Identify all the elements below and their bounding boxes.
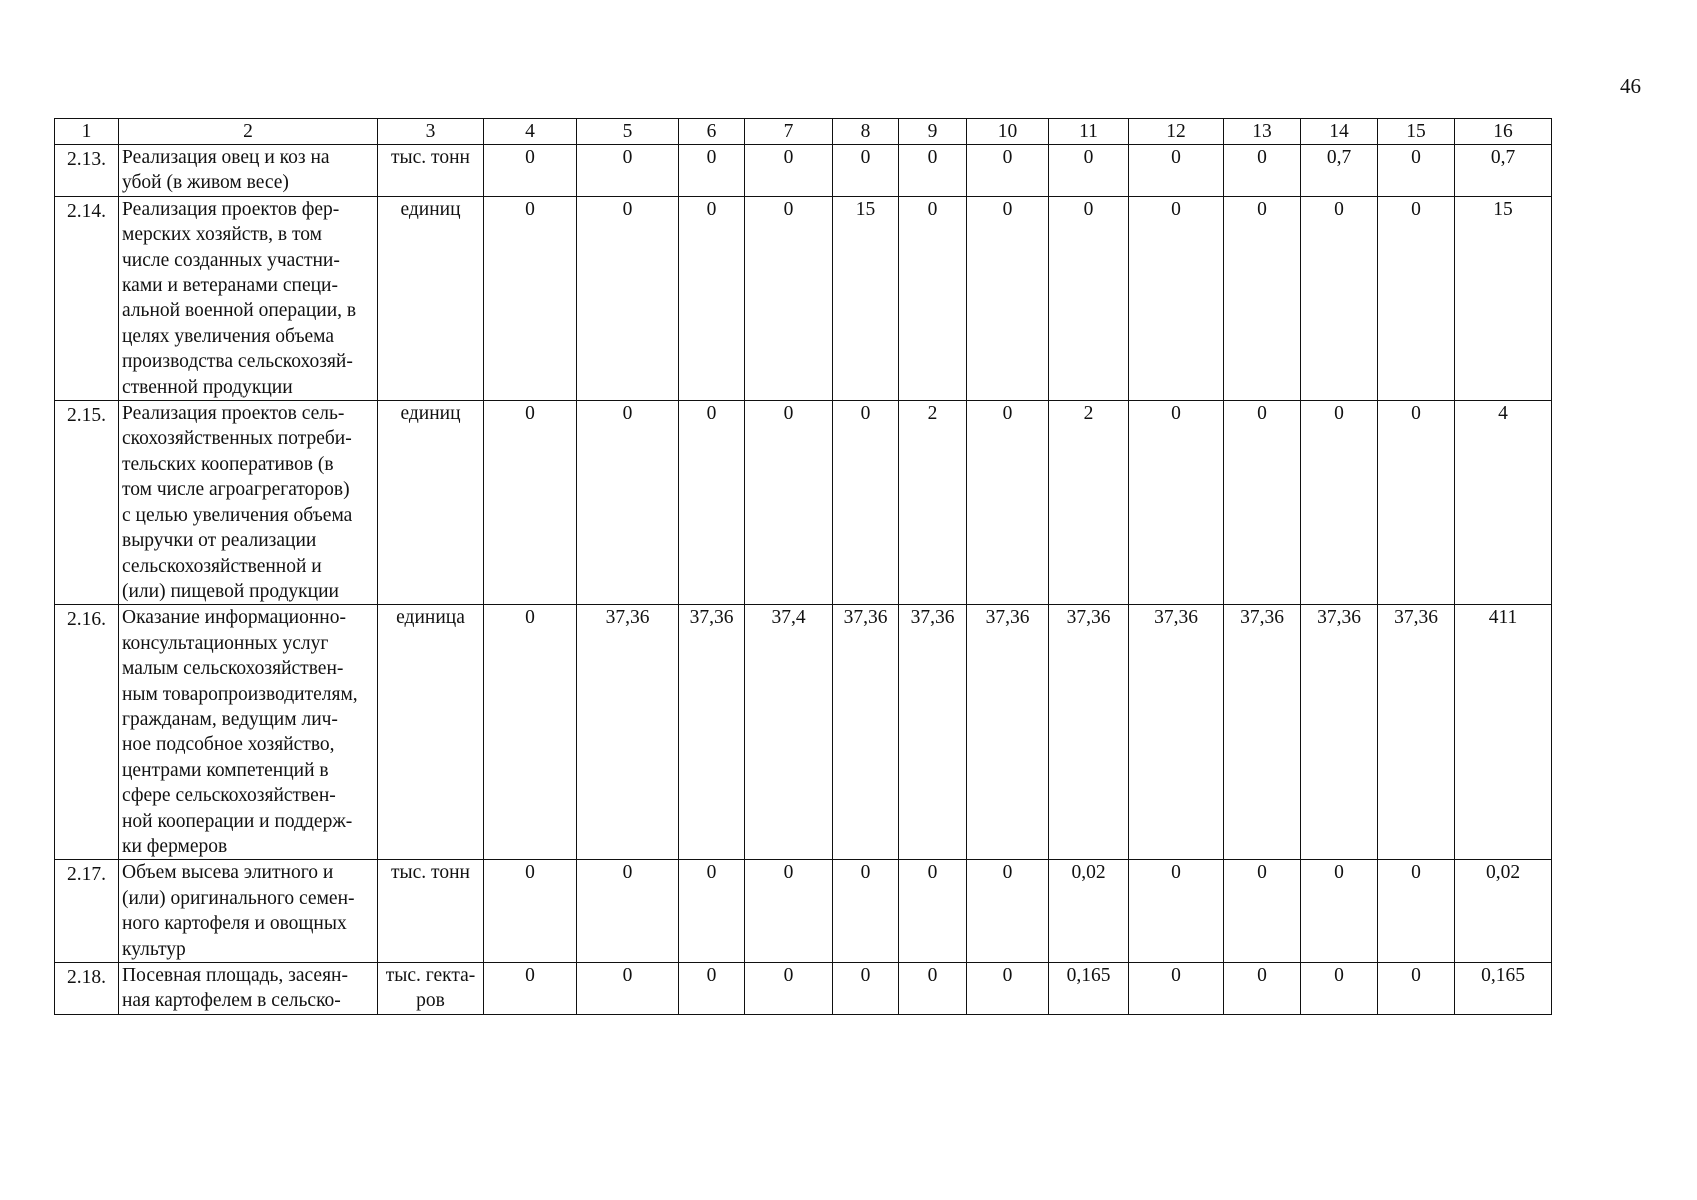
row-number: 2.15. <box>55 401 119 605</box>
row-description <box>119 605 378 860</box>
value-cell: 0 <box>1301 196 1378 400</box>
column-header: 1 <box>55 119 119 145</box>
column-header: 16 <box>1455 119 1552 145</box>
value-cell: 0 <box>1378 401 1455 605</box>
value-cell: 15 <box>1455 196 1552 400</box>
description-line: Посевная площадь, засеян- <box>122 965 348 986</box>
table-body <box>55 119 1552 1015</box>
value-cell: 0 <box>484 605 577 860</box>
value-cell: 0 <box>833 401 899 605</box>
description-line: мерских хозяйств, в том <box>122 224 322 246</box>
row-unit <box>378 401 484 605</box>
description-line: ной кооперации и поддерж- <box>122 810 353 832</box>
value-cell: 0 <box>1129 860 1224 963</box>
value-cell: 0 <box>577 860 679 963</box>
value-cell: 0 <box>679 860 745 963</box>
value-cell: 0 <box>1301 401 1378 605</box>
row-number: 2.16. <box>55 605 119 860</box>
description-line: Оказание информационно- <box>122 607 346 629</box>
value-cell: 0 <box>745 196 833 400</box>
value-cell: 0 <box>1378 860 1455 963</box>
description-line: ками и ветеранами специ- <box>122 275 338 297</box>
description-line: том числе агроагрегаторов) <box>122 479 350 501</box>
description-line: (или) оригинального семен- <box>122 887 355 909</box>
value-cell: 0,02 <box>1455 860 1552 963</box>
row-number: 2.17. <box>55 860 119 963</box>
value-cell: 0 <box>1378 963 1455 1015</box>
column-header: 10 <box>967 119 1049 145</box>
column-header: 11 <box>1049 119 1129 145</box>
description-line: ственной продукции <box>122 376 293 398</box>
row-unit <box>378 196 484 400</box>
description-line: выручки от реализации <box>122 530 317 552</box>
description-line: малым сельскохозяйствен- <box>122 658 344 680</box>
value-cell: 37,4 <box>745 605 833 860</box>
column-header: 13 <box>1224 119 1301 145</box>
value-cell: 0 <box>1049 145 1129 197</box>
table-row <box>55 196 1552 400</box>
value-cell: 0 <box>967 145 1049 197</box>
value-cell: 0 <box>1224 196 1301 400</box>
value-cell: 0,7 <box>1301 145 1378 197</box>
value-cell: 0 <box>1301 963 1378 1015</box>
unit-line: тыс. гекта- <box>385 965 476 986</box>
row-description <box>119 963 378 1015</box>
table-row <box>55 605 1552 860</box>
value-cell: 37,36 <box>833 605 899 860</box>
value-cell: 0 <box>484 196 577 400</box>
value-cell: 0,165 <box>1049 963 1129 1015</box>
page-number: 46 <box>1620 74 1641 98</box>
row-description <box>119 860 378 963</box>
column-header: 7 <box>745 119 833 145</box>
description-line: ного картофеля и овощных <box>122 913 347 935</box>
row-unit <box>378 963 484 1015</box>
value-cell: 0 <box>484 401 577 605</box>
unit-line: единица <box>396 607 465 629</box>
description-line: скохозяйственных потреби- <box>122 428 352 450</box>
value-cell: 0 <box>745 145 833 197</box>
description-line: гражданам, ведущим лич- <box>122 708 338 730</box>
description-line: центрами компетенций в <box>122 759 329 781</box>
column-header: 15 <box>1378 119 1455 145</box>
value-cell: 0 <box>1129 401 1224 605</box>
row-description <box>119 196 378 400</box>
description-line: ное подсобное хозяйство, <box>122 734 335 756</box>
description-line: тельских кооперативов (в <box>122 453 334 475</box>
unit-line: единиц <box>400 403 461 425</box>
description-line: сельскохозяйственной и <box>122 555 322 577</box>
table-row <box>55 963 1552 1015</box>
value-cell: 0 <box>484 963 577 1015</box>
value-cell: 0 <box>1129 145 1224 197</box>
data-table <box>54 118 1552 1015</box>
column-header: 4 <box>484 119 577 145</box>
row-number: 2.13. <box>55 145 119 197</box>
value-cell: 37,36 <box>1224 605 1301 860</box>
row-number: 2.14. <box>55 196 119 400</box>
row-number: 2.18. <box>55 963 119 1015</box>
value-cell: 0 <box>745 963 833 1015</box>
description-line: Реализация проектов фер- <box>122 198 340 220</box>
value-cell: 0 <box>899 196 967 400</box>
value-cell: 0 <box>833 963 899 1015</box>
description-line: производства сельскохозяй- <box>122 351 353 373</box>
unit-line: тыс. тонн <box>391 147 470 168</box>
value-cell: 0 <box>679 196 745 400</box>
description-line: убой (в живом весе) <box>122 172 289 194</box>
description-line: Объем высева элитного и <box>122 862 334 884</box>
column-header: 8 <box>833 119 899 145</box>
description-line: культур <box>122 938 186 960</box>
value-cell: 37,36 <box>967 605 1049 860</box>
value-cell: 0 <box>745 860 833 963</box>
description-line: ки фермеров <box>122 835 228 857</box>
value-cell: 0 <box>484 145 577 197</box>
value-cell: 411 <box>1455 605 1552 860</box>
description-line: альной военной операции, в <box>122 300 357 322</box>
value-cell: 0,02 <box>1049 860 1129 963</box>
column-header: 9 <box>899 119 967 145</box>
value-cell: 0 <box>899 860 967 963</box>
column-header: 5 <box>577 119 679 145</box>
value-cell: 0 <box>967 963 1049 1015</box>
description-line: ная картофелем в сельско- <box>122 990 341 1012</box>
description-line: числе созданных участни- <box>122 249 340 271</box>
row-unit <box>378 605 484 860</box>
value-cell: 0 <box>577 401 679 605</box>
description-line: с целью увеличения объема <box>122 504 353 526</box>
value-cell: 0 <box>1301 860 1378 963</box>
column-header: 14 <box>1301 119 1378 145</box>
value-cell: 37,36 <box>1301 605 1378 860</box>
table-row <box>55 401 1552 605</box>
row-unit <box>378 145 484 197</box>
value-cell: 0 <box>679 401 745 605</box>
column-header: 3 <box>378 119 484 145</box>
description-line: целях увеличения объема <box>122 325 335 347</box>
row-unit <box>378 860 484 963</box>
value-cell: 0 <box>1049 196 1129 400</box>
value-cell: 0 <box>1224 963 1301 1015</box>
value-cell: 0 <box>484 860 577 963</box>
value-cell: 0 <box>1378 145 1455 197</box>
value-cell: 0 <box>967 401 1049 605</box>
table-row <box>55 145 1552 197</box>
value-cell: 15 <box>833 196 899 400</box>
description-line: Реализация проектов сель- <box>122 403 345 425</box>
value-cell: 0 <box>577 963 679 1015</box>
unit-line: ров <box>416 990 445 1012</box>
row-description <box>119 145 378 197</box>
unit-line: единиц <box>400 198 461 220</box>
column-header: 6 <box>679 119 745 145</box>
table-row <box>55 860 1552 963</box>
value-cell: 37,36 <box>1129 605 1224 860</box>
value-cell: 0 <box>679 963 745 1015</box>
value-cell: 37,36 <box>899 605 967 860</box>
value-cell: 2 <box>1049 401 1129 605</box>
description-line: (или) пищевой продукции <box>122 580 339 602</box>
value-cell: 37,36 <box>679 605 745 860</box>
value-cell: 0 <box>745 401 833 605</box>
value-cell: 37,36 <box>1049 605 1129 860</box>
value-cell: 37,36 <box>577 605 679 860</box>
value-cell: 0 <box>833 860 899 963</box>
value-cell: 0 <box>1224 145 1301 197</box>
value-cell: 0 <box>899 963 967 1015</box>
value-cell: 0 <box>577 145 679 197</box>
description-line: Реализация овец и коз на <box>122 147 330 168</box>
value-cell: 0,165 <box>1455 963 1552 1015</box>
description-line: консультационных услуг <box>122 632 329 654</box>
description-line: ным товаропроизводителям, <box>122 683 358 705</box>
column-header: 2 <box>119 119 378 145</box>
value-cell: 2 <box>899 401 967 605</box>
value-cell: 0 <box>1378 196 1455 400</box>
value-cell: 0 <box>1224 401 1301 605</box>
value-cell: 4 <box>1455 401 1552 605</box>
row-description <box>119 401 378 605</box>
value-cell: 0 <box>1129 196 1224 400</box>
value-cell: 37,36 <box>1378 605 1455 860</box>
value-cell: 0 <box>967 196 1049 400</box>
value-cell: 0,7 <box>1455 145 1552 197</box>
header-row <box>55 119 1552 145</box>
value-cell: 0 <box>899 145 967 197</box>
value-cell: 0 <box>577 196 679 400</box>
column-header: 12 <box>1129 119 1224 145</box>
value-cell: 0 <box>967 860 1049 963</box>
description-line: сфере сельскохозяйствен- <box>122 785 336 807</box>
unit-line: тыс. тонн <box>391 862 470 884</box>
value-cell: 0 <box>679 145 745 197</box>
value-cell: 0 <box>833 145 899 197</box>
value-cell: 0 <box>1129 963 1224 1015</box>
value-cell: 0 <box>1224 860 1301 963</box>
